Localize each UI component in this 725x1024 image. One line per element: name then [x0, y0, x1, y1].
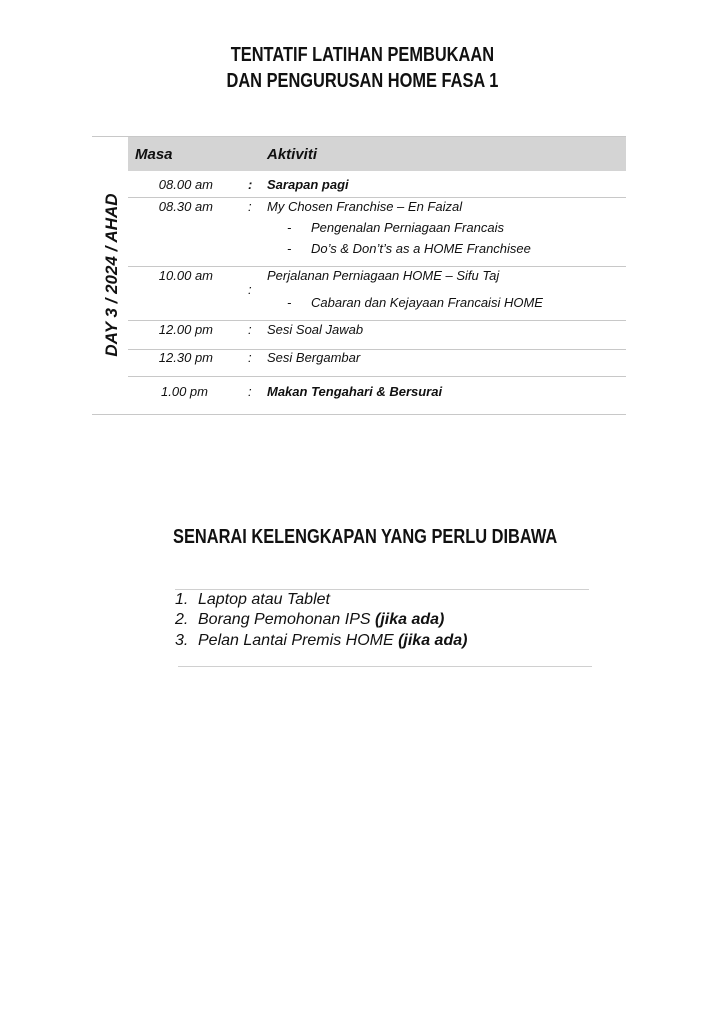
row-time: 12.00 pm	[158, 322, 213, 337]
bullet-dash: -	[287, 241, 292, 256]
checklist-bottom-rule	[178, 666, 592, 667]
row-activity: Perjalanan Perniagaan HOME – Sifu Taj	[267, 268, 500, 283]
item-text	[198, 632, 467, 650]
table-bottom-rule	[92, 414, 626, 415]
checklist-title: SENARAI KELENGKAPAN YANG PERLU DIBAWA	[173, 526, 558, 548]
bullet-dash: -	[287, 295, 292, 310]
row-activity: My Chosen Franchise – En Faizal	[267, 199, 463, 214]
row-activity: Sesi Bergambar	[267, 350, 361, 365]
row-subitem: Do’s & Don’t’s as a HOME Franchisee	[311, 241, 531, 256]
checklist-top-rule	[175, 589, 589, 590]
table-header	[128, 137, 626, 171]
header-time: Masa	[135, 146, 173, 163]
item-number: 3.	[175, 632, 189, 649]
list-item	[175, 591, 330, 609]
row-time: 12.30 pm	[158, 350, 213, 365]
row-activity: Sesi Soal Jawab	[267, 322, 364, 337]
row-time: 10.00 am	[158, 268, 213, 283]
header-activity: Aktiviti	[267, 146, 318, 163]
row-time: 1.00 pm	[161, 384, 208, 399]
item-label: Pelan Lantai Premis HOME	[198, 632, 399, 649]
item-text	[198, 611, 444, 629]
item-number: 1.	[175, 591, 189, 608]
item-label: Borang Pemohonan IPS	[198, 611, 376, 628]
row-subitem: Pengenalan Perniagaan Francais	[311, 220, 504, 235]
row-colon: :	[248, 282, 252, 297]
title-line-2: DAN PENGURUSAN HOME FASA 1	[226, 70, 499, 92]
row-subitem: Cabaran dan Kejayaan Francaisi HOME	[311, 295, 543, 310]
row-activity: Makan Tengahari & Bersurai	[267, 384, 443, 399]
item-note: (jika ada)	[375, 611, 445, 628]
row-colon: :	[248, 177, 253, 192]
row-time: 08.00 am	[158, 177, 213, 192]
row-colon: :	[248, 350, 252, 365]
row-activity: Sarapan pagi	[267, 177, 349, 192]
day-label: DAY 3 / 2024 / AHAD	[102, 193, 121, 357]
row-divider	[128, 376, 626, 377]
list-item	[175, 632, 468, 650]
bullet-dash: -	[287, 220, 292, 235]
row-divider	[128, 266, 626, 267]
row-colon: :	[248, 384, 252, 399]
item-text	[198, 591, 330, 609]
item-number: 2.	[175, 611, 189, 628]
row-colon: :	[248, 322, 252, 337]
title-line-1: TENTATIF LATIHAN PEMBUKAAN	[230, 44, 495, 66]
row-colon: :	[248, 199, 252, 214]
row-time: 08.30 am	[158, 199, 213, 214]
item-label: Laptop atau Tablet	[198, 591, 330, 608]
row-divider	[128, 320, 626, 321]
item-note: (jika ada)	[398, 632, 468, 649]
row-divider	[128, 197, 626, 198]
list-item	[175, 611, 445, 629]
